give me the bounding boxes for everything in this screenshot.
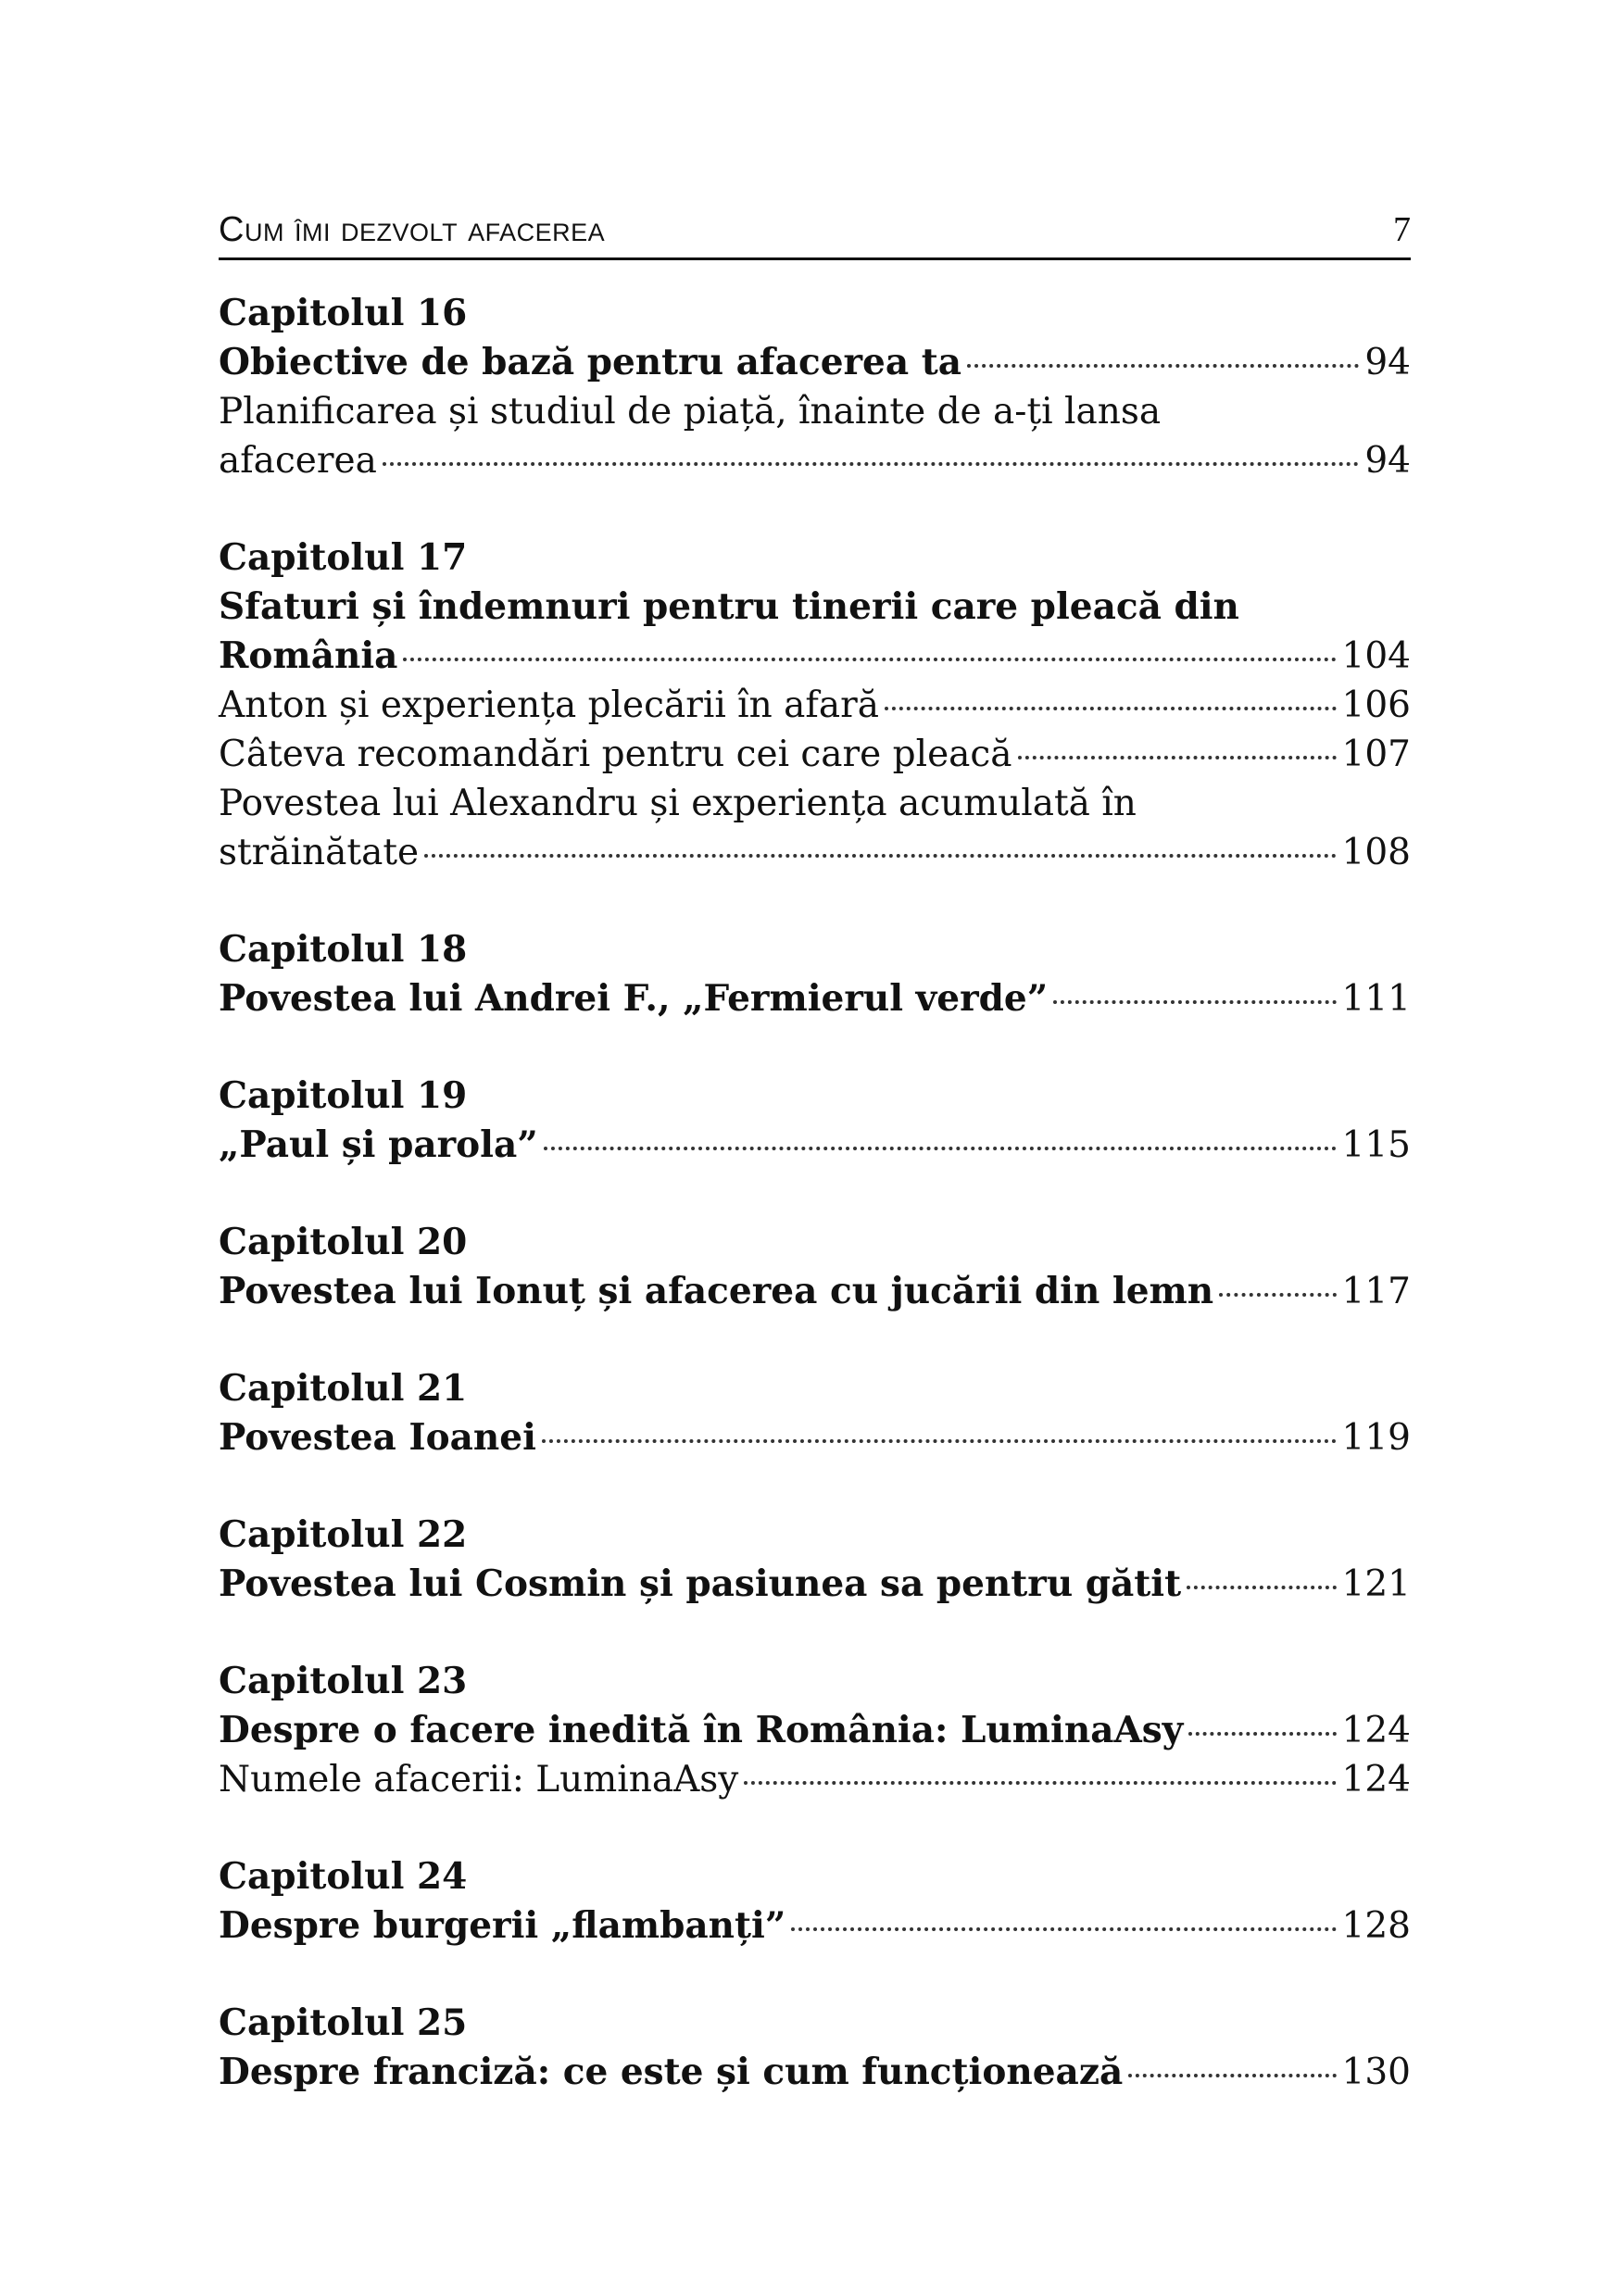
toc-entry-title: afacerea: [219, 440, 377, 482]
toc-entry-row: [219, 1755, 1411, 1804]
toc-page-number: 130: [1341, 2051, 1411, 2093]
toc-entry-row: [219, 730, 1411, 779]
toc-entry-title: „Paul și parola”: [219, 1123, 538, 1166]
toc-page-number: 104: [1341, 635, 1411, 677]
toc-entry-row: [219, 828, 1411, 877]
header-page-number: 7: [1393, 210, 1411, 249]
toc-entry-title: Numele afacerii: LuminaAsy: [219, 1759, 739, 1800]
toc-entry-title: Povestea lui Andrei F., „Fermierul verde”: [219, 977, 1049, 1020]
toc-entry[interactable]: [219, 338, 1411, 387]
toc-entry[interactable]: [219, 681, 1411, 730]
dot-leader: [424, 854, 1336, 858]
chapter-block: [219, 925, 1411, 1023]
dot-leader: [885, 707, 1337, 710]
dot-leader: [542, 1439, 1337, 1443]
dot-leader: [967, 364, 1359, 368]
toc-entry-row: [219, 632, 1411, 681]
chapter-label: Capitolul 18: [219, 928, 468, 971]
toc-entry-row: [219, 1560, 1411, 1609]
toc-entry[interactable]: [219, 779, 1411, 877]
chapter-label: Capitolul 17: [219, 536, 468, 579]
toc-page-number: 106: [1341, 684, 1411, 726]
toc-entry[interactable]: [219, 1560, 1411, 1609]
toc-entry[interactable]: [219, 1413, 1411, 1462]
toc-entry-row: [219, 2048, 1411, 2097]
chapter-label: Capitolul 21: [219, 1367, 468, 1410]
toc-entry-row: [219, 1706, 1411, 1755]
chapter-label: Capitolul 20: [219, 1221, 468, 1263]
toc-entry-line: Sfaturi și îndemnuri pentru tinerii care pleacă din: [219, 585, 1239, 628]
chapter-label: Capitolul 23: [219, 1660, 468, 1702]
toc-entry-row: [219, 681, 1411, 730]
toc-page-number: 119: [1341, 1417, 1411, 1459]
toc-entry-title: Povestea lui Cosmin și pasiunea sa pentru gătit: [219, 1562, 1182, 1605]
toc-entry-title: Anton și experiența plecării în afară: [219, 684, 880, 726]
dot-leader: [544, 1147, 1337, 1150]
toc-entry-title: Despre burgerii „flambanți”: [219, 1904, 786, 1947]
toc-entry[interactable]: [219, 1121, 1411, 1170]
toc-page-number: 111: [1341, 978, 1411, 1020]
dot-leader: [1188, 1732, 1336, 1736]
toc-page-number: 115: [1341, 1124, 1411, 1166]
toc-entry[interactable]: [219, 1706, 1411, 1755]
chapter-label: Capitolul 16: [219, 292, 468, 334]
dot-leader: [1018, 756, 1337, 759]
chapter-block: [219, 1364, 1411, 1462]
toc-entry-line: Planificarea și studiul de piață, înainte de a-ți lansa: [219, 391, 1162, 433]
toc-entry-row: [219, 1267, 1411, 1316]
chapter-label: Capitolul 25: [219, 2001, 468, 2044]
table-of-contents: [219, 289, 1411, 2145]
toc-page-number: 108: [1341, 832, 1411, 873]
dot-leader: [1187, 1586, 1336, 1589]
dot-leader: [1219, 1293, 1336, 1297]
toc-entry[interactable]: [219, 730, 1411, 779]
dot-leader: [383, 462, 1360, 466]
toc-page-number: 124: [1341, 1759, 1411, 1800]
chapter-block: [219, 533, 1411, 877]
dot-leader: [744, 1781, 1336, 1785]
dot-leader: [1128, 2074, 1336, 2077]
toc-entry[interactable]: [219, 387, 1411, 485]
toc-entry-title: Câteva recomandări pentru cei care pleacă: [219, 734, 1012, 775]
toc-entry[interactable]: [219, 1901, 1411, 1951]
toc-page-number: 117: [1341, 1271, 1411, 1312]
toc-page-number: 121: [1341, 1563, 1411, 1605]
toc-entry-title: Obiective de bază pentru afacerea ta: [219, 341, 961, 383]
toc-entry[interactable]: [219, 583, 1411, 681]
toc-entry-row: [219, 1413, 1411, 1462]
toc-entry-line: Povestea lui Alexandru și experiența acumulată în: [219, 783, 1137, 824]
toc-entry[interactable]: [219, 2048, 1411, 2097]
toc-entry-row: [219, 338, 1411, 387]
toc-entry-title: Despre franciză: ce este și cum funcționează: [219, 2051, 1124, 2093]
toc-page-number: 94: [1364, 342, 1411, 383]
toc-entry-row: [219, 1901, 1411, 1951]
toc-entry[interactable]: [219, 1755, 1411, 1804]
dot-leader: [1053, 1000, 1336, 1004]
chapter-block: [219, 1072, 1411, 1170]
dot-leader: [403, 658, 1336, 661]
chapter-block: [219, 1511, 1411, 1609]
chapter-label: Capitolul 24: [219, 1855, 468, 1898]
toc-entry-row: [219, 974, 1411, 1023]
running-header: [219, 206, 1411, 260]
chapter-block: [219, 289, 1411, 485]
toc-entry-row: [219, 436, 1411, 485]
chapter-label: Capitolul 22: [219, 1513, 468, 1556]
dot-leader: [791, 1927, 1336, 1931]
chapter-label: Capitolul 19: [219, 1074, 468, 1117]
toc-entry-title: străinătate: [219, 832, 420, 873]
header-title: Cum îmi dezvolt afacerea: [219, 210, 606, 249]
toc-page-number: 128: [1341, 1905, 1411, 1947]
toc-page-number: 124: [1341, 1710, 1411, 1751]
toc-entry-title: Povestea Ioanei: [219, 1416, 536, 1459]
chapter-block: [219, 1852, 1411, 1951]
chapter-block: [219, 1218, 1411, 1316]
chapter-block: [219, 1999, 1411, 2097]
toc-entry[interactable]: [219, 974, 1411, 1023]
chapter-block: [219, 1657, 1411, 1804]
toc-entry-title: Povestea lui Ionuț și afacerea cu jucării din lemn: [219, 1270, 1214, 1312]
toc-entry[interactable]: [219, 1267, 1411, 1316]
toc-entry-row: [219, 1121, 1411, 1170]
toc-page-number: 107: [1341, 734, 1411, 775]
toc-entry-title: Despre o facere inedită în România: LuminaAsy: [219, 1709, 1184, 1751]
toc-entry-title: România: [219, 634, 398, 677]
toc-page-number: 94: [1364, 440, 1411, 482]
